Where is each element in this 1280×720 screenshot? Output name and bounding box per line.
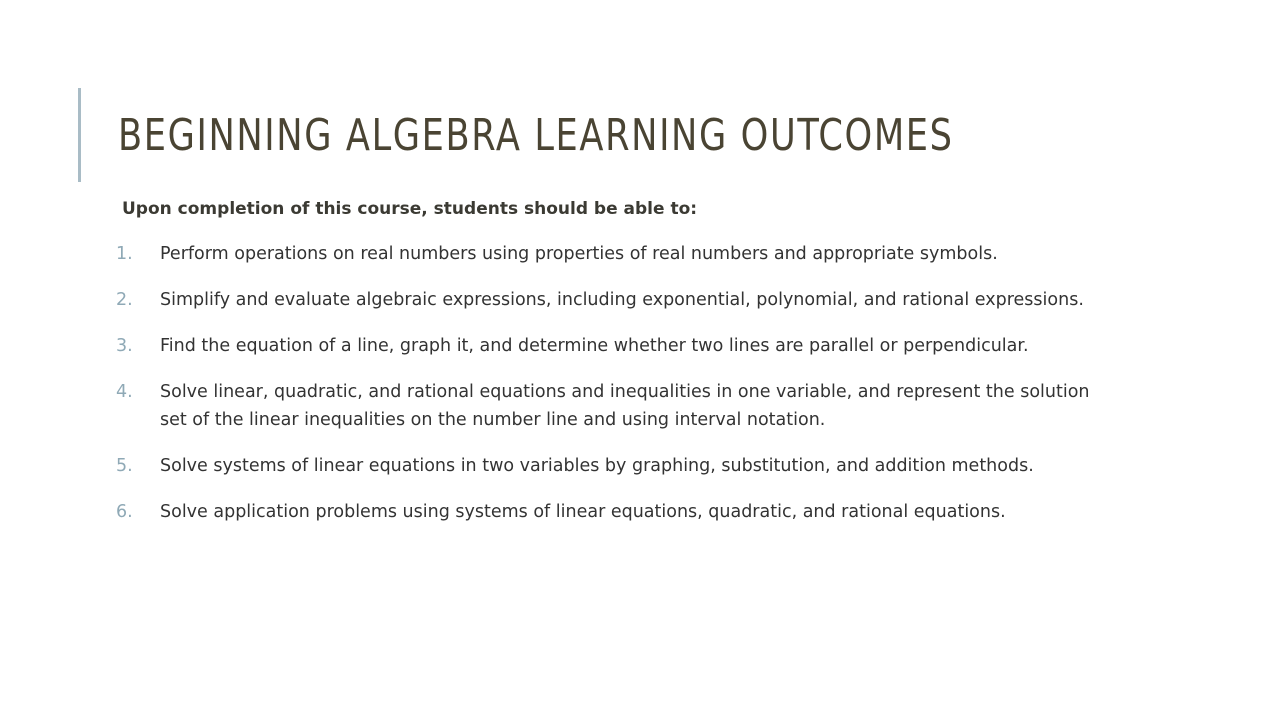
outcome-text: Find the equation of a line, graph it, and determine whether two lines are parallel or perpendicular.	[160, 336, 1029, 356]
outcome-item-2	[116, 286, 1116, 314]
outcome-text: Simplify and evaluate algebraic expressions, including exponential, polynomial, and rational expressions.	[160, 290, 1084, 310]
outcome-number: 1.	[116, 244, 133, 264]
outcome-item-1	[116, 240, 1116, 268]
outcome-number: 6.	[116, 502, 133, 522]
outcome-text: Solve application problems using systems of linear equations, quadratic, and rational equations.	[160, 502, 1006, 522]
outcomes-list	[116, 240, 1116, 544]
title-accent-bar	[78, 88, 81, 182]
outcome-text: Solve systems of linear equations in two variables by graphing, substitution, and addition methods.	[160, 456, 1034, 476]
outcome-number: 5.	[116, 456, 133, 476]
outcome-number: 2.	[116, 290, 133, 310]
outcome-item-4	[116, 378, 1116, 434]
outcome-text: Solve linear, quadratic, and rational equations and inequalities in one variable, and represent the solution set of the linear inequalities on the number line and using interval notation.	[160, 382, 1090, 430]
intro-text: Upon completion of this course, students should be able to:	[122, 199, 698, 219]
outcome-item-6	[116, 498, 1116, 526]
outcome-text: Perform operations on real numbers using properties of real numbers and appropriate symbols.	[160, 244, 998, 264]
outcome-item-3	[116, 332, 1116, 360]
outcome-item-5	[116, 452, 1116, 480]
outcome-number: 4.	[116, 382, 133, 402]
outcome-number: 3.	[116, 336, 133, 356]
slide-title: BEGINNING ALGEBRA LEARNING OUTCOMES	[118, 110, 954, 161]
